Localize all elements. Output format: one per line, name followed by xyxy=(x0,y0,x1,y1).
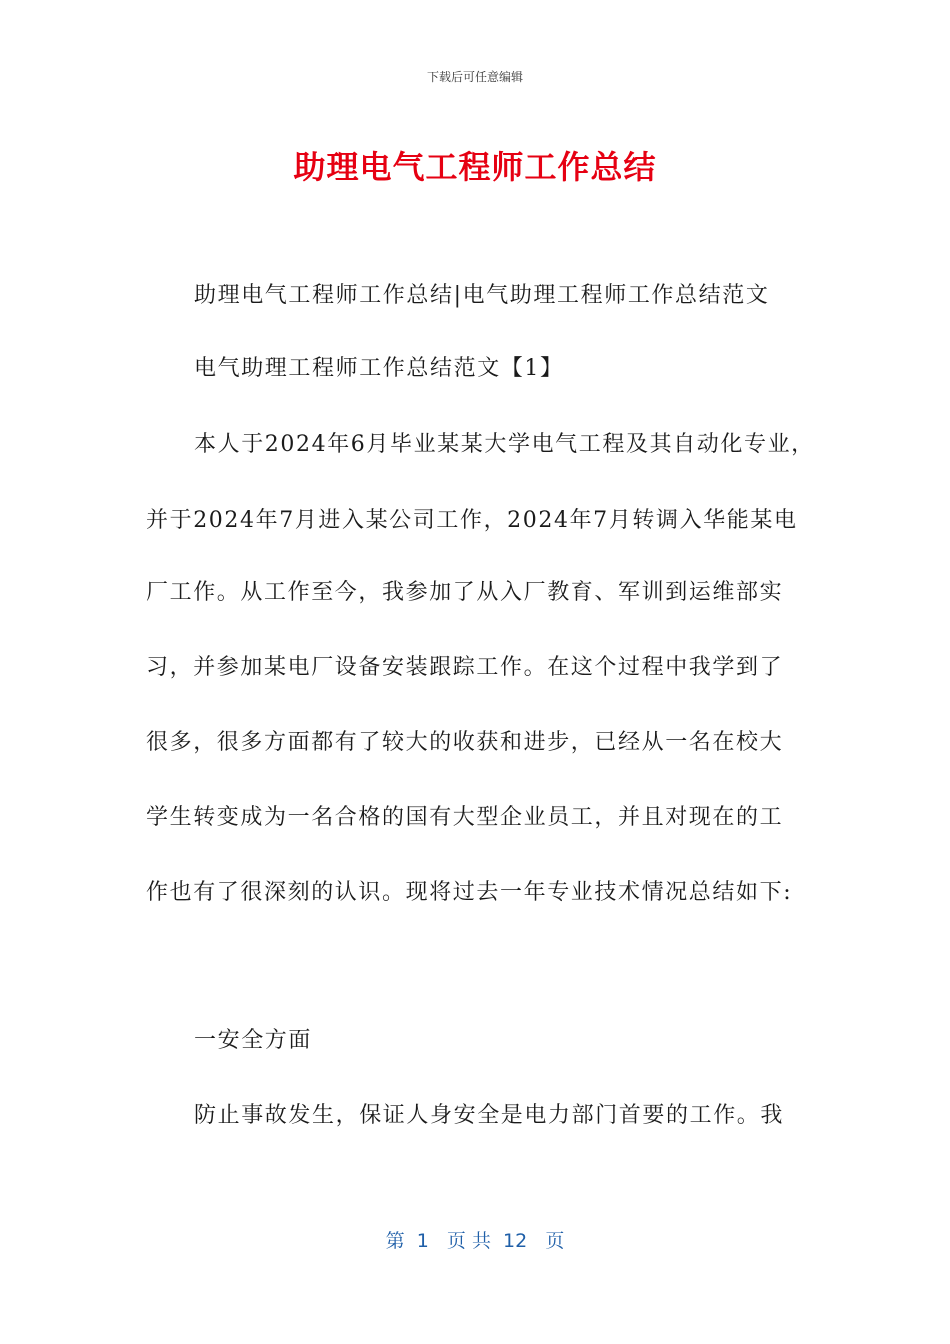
body-line: 厂工作。从工作至今，我参加了从入厂教育、军训到运维部实 xyxy=(146,580,784,605)
body-line: 很多，很多方面都有了较大的收获和进步，已经从一名在校大 xyxy=(146,730,784,755)
body-line: 并于2024年7月进入某公司工作，2024年7月转调入华能某电 xyxy=(146,508,798,533)
document-title: 助理电气工程师工作总结 xyxy=(293,148,657,186)
body-line: 助理电气工程师工作总结|电气助理工程师工作总结范文 xyxy=(194,283,770,308)
section-heading: 一安全方面 xyxy=(194,1028,313,1053)
page-footer: 第 1 页 共 12 页 xyxy=(385,1230,565,1252)
body-line: 防止事故发生，保证人身安全是电力部门首要的工作。我 xyxy=(194,1103,785,1128)
section-heading: 电气助理工程师工作总结范文【1】 xyxy=(194,356,564,381)
body-line: 学生转变成为一名合格的国有大型企业员工，并且对现在的工 xyxy=(146,805,784,830)
header-note: 下载后可任意编辑 xyxy=(426,70,523,84)
body-line: 作也有了很深刻的认识。现将过去一年专业技术情况总结如下: xyxy=(146,880,793,905)
body-line: 本人于2024年6月毕业某某大学电气工程及其自动化专业， xyxy=(194,432,815,457)
body-line: 习，并参加某电厂设备安装跟踪工作。在这个过程中我学到了 xyxy=(146,655,784,680)
